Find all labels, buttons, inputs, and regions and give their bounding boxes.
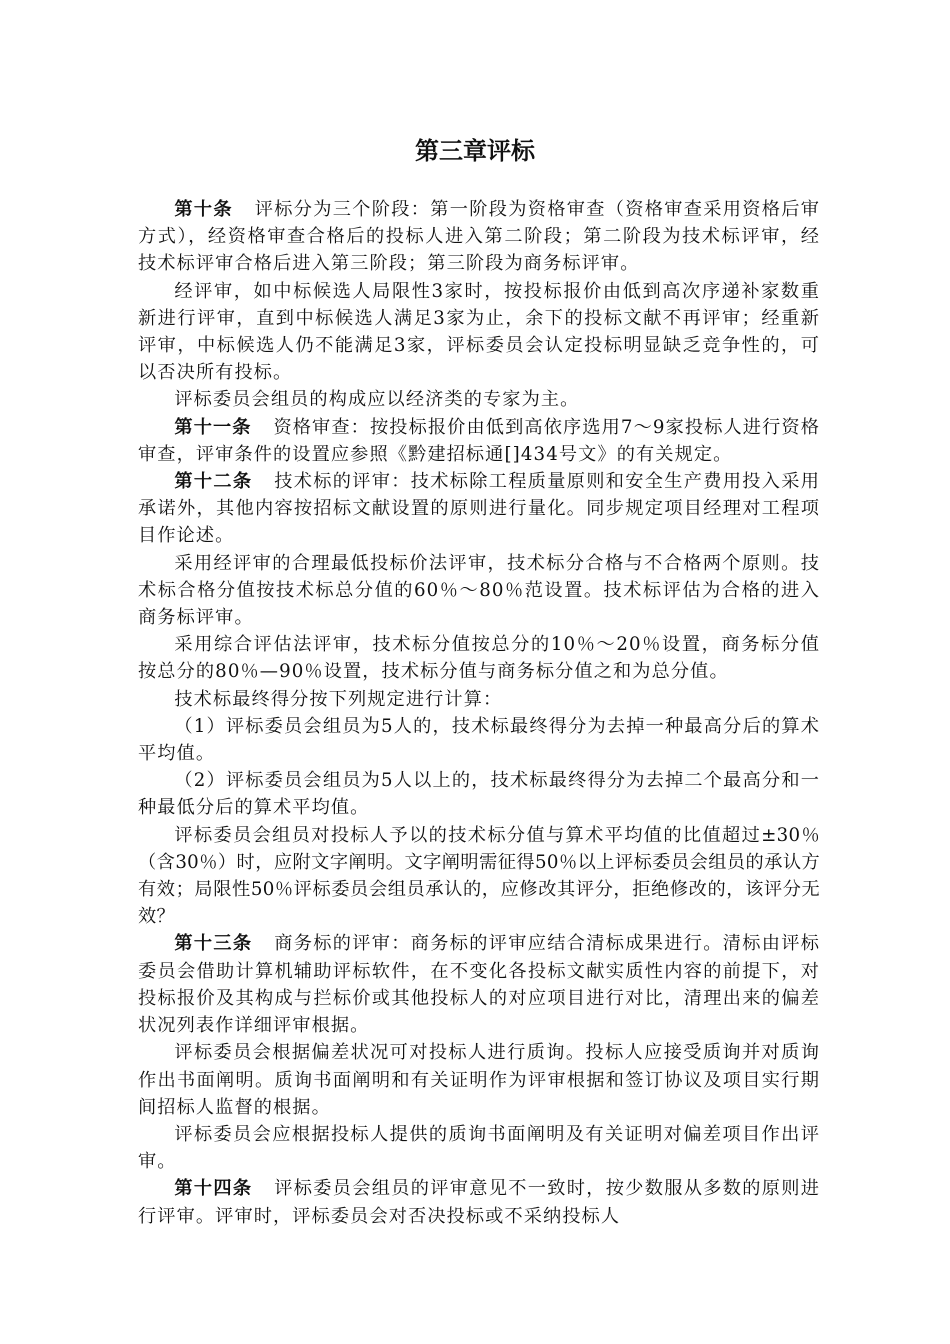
paragraph-text: 采用综合评估法评审，技术标分值按总分的10％～20％设置，商务标分值按总分的80％—90％设置，技术标分值与商务标分值之和为总分值。 xyxy=(138,634,820,683)
paragraph xyxy=(138,631,820,685)
paragraph xyxy=(138,1039,820,1121)
article-heading: 第十二条 xyxy=(174,471,253,493)
article-heading: 第十四条 xyxy=(174,1178,253,1200)
chapter-title: 第三章评标 xyxy=(415,136,535,165)
paragraph-article-14 xyxy=(138,1175,820,1229)
paragraph-text: （2）评标委员会组员为5人以上的，技术标最终得分为去掉二个最高分和一种最低分后的算术平均值。 xyxy=(138,770,820,819)
paragraph-article-10 xyxy=(138,196,820,278)
article-heading: 第十一条 xyxy=(174,416,252,438)
paragraph-text: 经评审，如中标候选人局限性3家时，按投标报价由低到高次序递补家数重新进行评审，直到中标候选人满足3家为止，余下的投标文献不再评审；经重新评审，中标候选人仍不能满足3家，评标委员会认定投标明显缺乏竞争性的，可以否决所有投标。 xyxy=(138,280,820,384)
paragraph xyxy=(138,686,820,713)
paragraph xyxy=(138,822,820,931)
paragraph-article-12 xyxy=(138,468,820,550)
paragraph xyxy=(138,550,820,632)
paragraph-text: 商务标的评审：商务标的评审应结合清标成果进行。清标由评标委员会借助计算机辅助评标软件，在不变化各投标文献实质性内容的前提下，对投标报价及其构成与拦标价或其他投标人的对应项目进行对比，清理出来的偏差状况列表作详细评审根据。 xyxy=(138,933,820,1037)
paragraph-text: 评标委员会组员的评审意见不一致时，按少数服从多数的原则进行评审。评审时，评标委员会对否决投标或不采纳投标人 xyxy=(138,1178,820,1227)
paragraph-text: 评标分为三个阶段：第一阶段为资格审查（资格审查采用资格后审方式），经资格审查合格后的投标人进入第二阶段；第二阶段为技术标评审，经技术标评审合格后进入第三阶段；第三阶段为商务标评审。 xyxy=(138,199,820,275)
paragraph xyxy=(138,278,820,387)
paragraph-text: 技术标的评审：技术标除工程质量原则和安全生产费用投入采用承诺外，其他内容按招标文献设置的原则进行量化。同步规定项目经理对工程项目作论述。 xyxy=(138,471,820,547)
list-item xyxy=(138,767,820,821)
article-heading: 第十条 xyxy=(174,199,233,220)
article-heading: 第十三条 xyxy=(174,933,253,955)
paragraph xyxy=(138,386,820,413)
paragraph-text: 评标委员会应根据投标人提供的质询书面阐明及有关证明对偏差项目作出评审。 xyxy=(138,1123,820,1173)
paragraph-article-13 xyxy=(138,930,820,1039)
paragraph-text: 采用经评审的合理最低投标价法评审，技术标分合格与不合格两个原则。技术标合格分值按技术标总分值的60％～80％范设置。技术标评估为合格的进入商务标评审。 xyxy=(138,552,820,629)
paragraph-article-11 xyxy=(138,414,820,468)
paragraph xyxy=(138,1121,820,1175)
paragraph-text: 技术标最终得分按下列规定进行计算： xyxy=(174,688,503,710)
paragraph-text: 评标委员会组员对投标人予以的技术标分值与算术平均值的比值超过±30％（含30％）时，应附文字阐明。文字阐明需征得50％以上评标委员会组员的承认方有效；局限性50％评标委员会组员承认的，应修改其评分，拒绝修改的，该评分无效？ xyxy=(138,824,820,928)
paragraph-text: 评标委员会组员的构成应以经济类的专家为主。 xyxy=(174,389,580,411)
document-body xyxy=(138,196,820,1230)
paragraph-text: （1）评标委员会组员为5人的，技术标最终得分为去掉一种最高分后的算术平均值。 xyxy=(138,715,820,765)
paragraph-text: 评标委员会根据偏差状况可对投标人进行质询。投标人应接受质询并对质询作出书面阐明。质询书面阐明和有关证明作为评审根据和签订协议及项目实行期间招标人监督的根据。 xyxy=(138,1042,820,1118)
paragraph-text: 资格审查：按投标报价由低到高依序选用7～9家投标人进行资格审查，评审条件的设置应参照《黔建招标通[]434号文》的有关规定。 xyxy=(138,416,820,465)
list-item xyxy=(138,713,820,767)
